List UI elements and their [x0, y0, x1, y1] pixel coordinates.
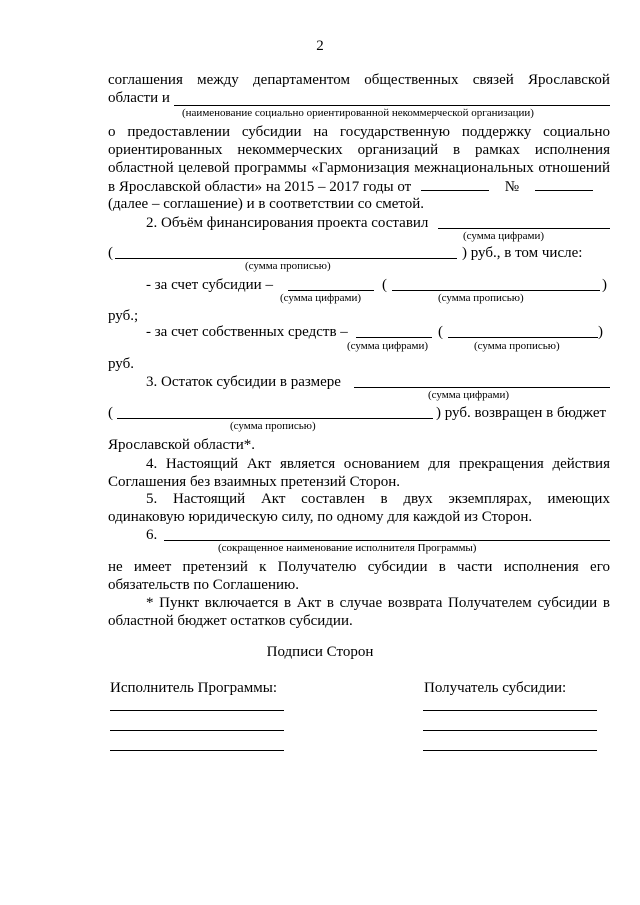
word: двух — [403, 491, 433, 507]
subsidy-digits-blank[interactable] — [288, 290, 374, 291]
word: для — [428, 456, 451, 472]
p2-rub-1: руб.; — [108, 308, 139, 324]
caption-org-name: (наименование социально ориентированной некоммерческой организации) — [182, 107, 534, 119]
p2-own-line — [146, 323, 610, 341]
word: прекращения — [458, 456, 544, 472]
word: * — [146, 595, 154, 611]
word: департаментом — [253, 72, 350, 88]
word: рамках — [475, 142, 520, 158]
p2-subsidy-text: - за счет субсидии – — [146, 277, 273, 293]
signatures-title: Подписи Сторон — [266, 644, 374, 660]
total-digits-blank[interactable] — [438, 228, 610, 229]
p6-number: 6. — [146, 527, 158, 543]
executor-name-blank[interactable] — [164, 540, 610, 541]
agreement-date-blank[interactable] — [421, 177, 489, 191]
word: является — [279, 456, 336, 472]
caption-own-words: (сумма прописью) — [474, 340, 560, 352]
p3-line-1 — [146, 373, 610, 391]
word: включается — [204, 595, 279, 611]
word: субсидии — [367, 559, 428, 575]
word: о — [108, 124, 116, 140]
word: случае — [339, 595, 383, 611]
caption-own-digits: (сумма цифрами) — [347, 340, 429, 352]
caption-total-words: (сумма прописью) — [245, 260, 331, 272]
word: в — [602, 595, 610, 611]
p5-line-2: одинаковую юридическую силу, по одному для каждой из Сторон. — [108, 509, 533, 525]
word: областной — [108, 160, 174, 176]
p1-line-4 — [108, 141, 610, 159]
word: возврата — [387, 595, 443, 611]
word: Пункт — [159, 595, 200, 611]
word: программы — [234, 160, 307, 176]
word: Настоящий — [165, 456, 239, 472]
word: общественных — [364, 72, 459, 88]
caption-subsidy-words: (сумма прописью) — [438, 292, 524, 304]
p6-line-3: обязательств по Соглашению. — [108, 577, 299, 593]
word: Акт — [260, 491, 286, 507]
word: субсидии — [241, 124, 302, 140]
word: Акт — [296, 595, 322, 611]
word: Получателем — [448, 595, 532, 611]
own-digits-blank[interactable] — [356, 337, 432, 338]
word: между — [197, 72, 239, 88]
word: организаций — [357, 142, 439, 158]
word: действия — [552, 456, 610, 472]
word: его — [590, 559, 610, 575]
p1-line-1 — [108, 71, 610, 89]
word: субсидии — [537, 595, 598, 611]
word: Получателю — [277, 559, 357, 575]
right-signature-line-1[interactable] — [423, 710, 597, 711]
word: 4. — [146, 456, 158, 472]
p1-line-6-text: в Ярославской области» на 2015 – 2017 годы от — [108, 179, 412, 195]
p2-own-text: - за счет собственных средств – — [146, 324, 348, 340]
right-signature-line-3[interactable] — [423, 750, 597, 751]
word: претензий — [182, 559, 248, 575]
word: «Гармонизация — [311, 160, 410, 176]
remainder-words-blank[interactable] — [117, 418, 433, 419]
word: исполнения — [534, 142, 610, 158]
p3-text: 3. Остаток субсидии в размере — [146, 374, 341, 390]
remainder-digits-blank[interactable] — [354, 387, 610, 388]
p3-open-paren: ( — [108, 405, 113, 421]
p4-line-2: Соглашения без взаимных претензий Сторон. — [108, 474, 401, 490]
word: в — [380, 491, 388, 507]
word: отношений — [538, 160, 610, 176]
p5-line-1 — [146, 490, 610, 508]
note-line-2: областной бюджет остатков субсидии. — [108, 613, 353, 629]
right-party-label: Получатель субсидии: — [424, 680, 567, 696]
subsidy-open-paren: ( — [382, 277, 387, 293]
subsidy-close-paren: ) — [602, 277, 607, 293]
word: соглашения — [108, 72, 183, 88]
right-signature-line-2[interactable] — [423, 730, 597, 731]
word: поддержку — [461, 124, 532, 140]
caption-remainder-words: (сумма прописью) — [230, 420, 316, 432]
word: Настоящий — [172, 491, 246, 507]
word: 5. — [146, 491, 158, 507]
word: некоммерческих — [237, 142, 343, 158]
caption-remainder-digits: (сумма цифрами) — [428, 389, 510, 401]
p3-line-3: Ярославской области*. — [108, 437, 256, 453]
p2-subsidy-line — [146, 276, 610, 294]
left-signature-line-1[interactable] — [110, 710, 284, 711]
word: составлен — [301, 491, 365, 507]
p3-line-2-tail: ) руб. возвращен в бюджет — [436, 405, 607, 421]
word: государственную — [339, 124, 451, 140]
word: Ярославской — [528, 72, 610, 88]
left-party-label: Исполнитель Программы: — [110, 680, 278, 696]
word: на — [313, 124, 329, 140]
word: не — [108, 559, 123, 575]
word: в — [453, 142, 461, 158]
subsidy-words-blank[interactable] — [392, 290, 600, 291]
word: связей — [472, 72, 514, 88]
word: к — [259, 559, 267, 575]
word: имеет — [133, 559, 172, 575]
total-words-blank[interactable] — [115, 258, 457, 259]
p4-line-1 — [146, 455, 610, 473]
p2-line-2-tail: ) руб., в том числе: — [462, 245, 583, 261]
p6-line-2 — [108, 558, 610, 576]
page-number: 2 — [316, 38, 324, 54]
own-words-blank[interactable] — [448, 337, 598, 338]
org-name-blank[interactable] — [174, 105, 610, 106]
own-open-paren: ( — [438, 324, 443, 340]
caption-subsidy-digits: (сумма цифрами) — [280, 292, 362, 304]
p1-line-5 — [108, 159, 610, 177]
caption-total-digits: (сумма цифрами) — [463, 230, 545, 242]
word: экземплярах, — [448, 491, 532, 507]
word: целевой — [178, 160, 230, 176]
p2-open-paren: ( — [108, 245, 113, 261]
number-sign: № — [504, 179, 520, 195]
p1-line-2-text: области и — [108, 90, 170, 106]
word: в — [438, 559, 446, 575]
word: основанием — [343, 456, 420, 472]
word: в — [284, 595, 292, 611]
word: части — [457, 559, 493, 575]
word: ориентированных — [108, 142, 223, 158]
left-signature-line-3[interactable] — [110, 750, 284, 751]
word: имеющих — [547, 491, 610, 507]
p2-rub-2: руб. — [108, 356, 134, 372]
word: предоставлении — [127, 124, 230, 140]
p2-text: 2. Объём финансирования проекта составил — [146, 215, 429, 231]
word: в — [326, 595, 334, 611]
left-signature-line-2[interactable] — [110, 730, 284, 731]
caption-executor-name: (сокращенное наименование исполнителя Программы) — [218, 542, 477, 554]
word: социально — [543, 124, 610, 140]
agreement-number-blank[interactable] — [535, 177, 593, 191]
word: Акт — [246, 456, 272, 472]
p1-line-7: (далее – соглашение) и в соответствии со сметой. — [108, 196, 425, 212]
own-close-paren: ) — [598, 324, 603, 340]
word: межнациональных — [414, 160, 534, 176]
p1-line-3 — [108, 123, 610, 141]
note-line-1 — [146, 594, 610, 612]
p1-line-6 — [108, 177, 610, 196]
word: исполнения — [503, 559, 579, 575]
